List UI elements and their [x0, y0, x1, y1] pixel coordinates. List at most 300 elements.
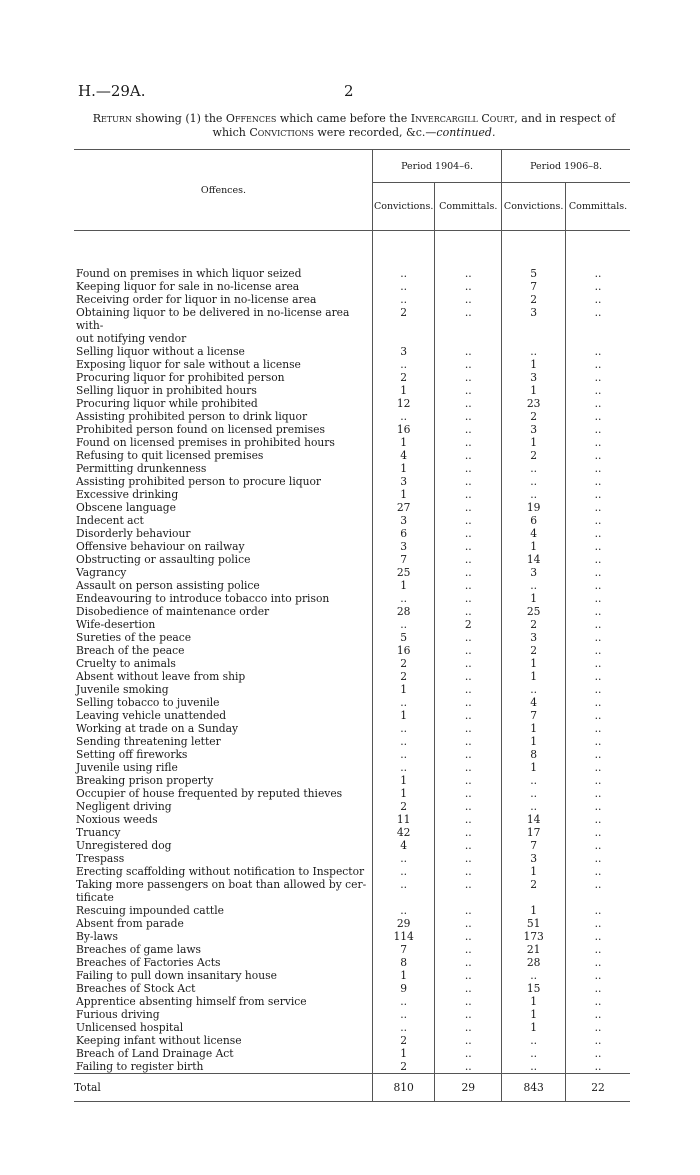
caption-text-2: which came before the — [276, 112, 411, 125]
p1-convictions-cell: .. — [400, 696, 408, 709]
p1-committals-cell: .. — [464, 761, 472, 774]
period-1-header: Period 1904–6. — [372, 150, 501, 183]
p1-convictions-cell: 2 — [400, 1060, 408, 1073]
p1-convictions-cell: .. — [400, 618, 408, 631]
table-row — [74, 345, 630, 358]
table-row — [74, 449, 630, 462]
p1-committals-cell: .. — [464, 1008, 472, 1021]
p1-convictions-cell: 1 — [400, 579, 408, 592]
table-row — [74, 1008, 630, 1021]
p1-convictions-cell: .. — [400, 280, 408, 293]
offence-name: Obtaining liquor to be delivered in no-license area with- — [76, 306, 350, 332]
table-row — [74, 995, 630, 1008]
p2-convictions-cell: 7 — [530, 280, 538, 293]
table-row — [74, 670, 630, 683]
p2-convictions-cell: 51 — [526, 917, 541, 930]
offence-name-continuation: tificate — [76, 891, 114, 904]
caption-text-4: were recorded, &c.— — [313, 126, 437, 139]
table-row — [74, 735, 630, 748]
offence-name: Occupier of house frequented by reputed thieves — [76, 787, 343, 800]
p2-convictions-cell: 1 — [530, 540, 538, 553]
p1-committals-cell: .. — [464, 358, 472, 371]
p2-convictions-cell: 1 — [530, 904, 538, 917]
p2-convictions-cell: 3 — [530, 852, 538, 865]
p1-committals-cell: .. — [464, 904, 472, 917]
p2-convictions-cell: .. — [530, 488, 538, 501]
p2-convictions-cell: .. — [530, 800, 538, 813]
offence-name: Keeping liquor for sale in no-license area — [76, 280, 300, 293]
p1-committals-cell: .. — [464, 579, 472, 592]
p2-convictions-cell: 1 — [530, 592, 538, 605]
total-p2-committals: 22 — [566, 1074, 630, 1102]
p2-committals-cell: .. — [594, 553, 602, 566]
p1-convictions-cell: 1 — [400, 787, 408, 800]
table-row — [74, 787, 630, 800]
p2-committals-cell: .. — [594, 1034, 602, 1047]
table-row — [74, 761, 630, 774]
caption-continued: continued. — [436, 126, 496, 139]
p1-committals-cell: .. — [464, 306, 472, 319]
offence-name: Breaches of game laws — [76, 943, 202, 956]
table-row — [74, 280, 630, 293]
table-row — [74, 930, 630, 943]
p2-committals-cell: .. — [594, 475, 602, 488]
p2-convictions-cell: 2 — [530, 410, 538, 423]
p2-convictions-cell: .. — [530, 1060, 538, 1073]
p1-committals-header: Committals. — [435, 183, 502, 231]
p1-committals-cell: .. — [464, 280, 472, 293]
p2-convictions-cell: 1 — [530, 358, 538, 371]
p1-committals-cell: .. — [464, 1021, 472, 1034]
p1-convictions-cell: 16 — [396, 423, 411, 436]
p1-committals-cell: .. — [464, 722, 472, 735]
p2-convictions-cell: .. — [530, 475, 538, 488]
p1-convictions-header: Convictions. — [372, 183, 434, 231]
p2-committals-cell: .. — [594, 436, 602, 449]
p1-convictions-cell: 25 — [396, 566, 411, 579]
p2-committals-cell: .. — [594, 969, 602, 982]
p1-convictions-cell: 1 — [400, 1047, 408, 1060]
offence-name: Erecting scaffolding without notification to Inspector — [76, 865, 365, 878]
offence-name: Breach of Land Drainage Act — [76, 1047, 234, 1060]
offence-name: Sending threatening letter — [76, 735, 221, 748]
p1-committals-cell: .. — [464, 566, 472, 579]
p2-convictions-cell: 1 — [530, 865, 538, 878]
p2-committals-cell: .. — [594, 605, 602, 618]
p1-convictions-cell: 5 — [400, 631, 408, 644]
p1-committals-cell: .. — [464, 592, 472, 605]
p2-convictions-cell: 28 — [526, 956, 541, 969]
p1-committals-cell: .. — [464, 995, 472, 1008]
table-row — [74, 904, 630, 917]
table-row — [74, 839, 630, 852]
p1-committals-cell: 2 — [464, 618, 472, 631]
offence-name: Sureties of the peace — [76, 631, 192, 644]
p2-convictions-cell: .. — [530, 1034, 538, 1047]
p2-committals-cell: .. — [594, 865, 602, 878]
offences-rows — [74, 231, 630, 1074]
page-number: 2 — [344, 82, 354, 100]
p1-committals-cell: .. — [464, 709, 472, 722]
p2-convictions-cell: 2 — [530, 449, 538, 462]
p1-convictions-cell: 1 — [400, 709, 408, 722]
p2-committals-cell: .. — [594, 657, 602, 670]
p2-committals-cell: .. — [594, 930, 602, 943]
p1-convictions-cell: .. — [400, 592, 408, 605]
table-row — [74, 358, 630, 371]
p1-committals-cell: .. — [464, 956, 472, 969]
table-row — [74, 982, 630, 995]
p2-committals-cell: .. — [594, 410, 602, 423]
offence-name: Trespass — [76, 852, 125, 865]
p1-convictions-cell: 7 — [400, 553, 408, 566]
p2-committals-cell: .. — [594, 852, 602, 865]
offence-name: Failing to pull down insanitary house — [76, 969, 277, 982]
p2-convictions-cell: .. — [530, 787, 538, 800]
p1-convictions-cell: .. — [400, 267, 408, 280]
p2-committals-cell: .. — [594, 449, 602, 462]
offence-name: Cruelty to animals — [76, 657, 176, 670]
caption-prefix: Return — [92, 112, 132, 125]
offence-name: Procuring liquor while prohibited — [76, 397, 258, 410]
p1-convictions-cell: 4 — [400, 839, 408, 852]
table-row — [74, 917, 630, 930]
offence-name: Furious driving — [76, 1008, 160, 1021]
offence-name: Exposing liquor for sale without a license — [76, 358, 301, 371]
offence-name: Obstructing or assaulting police — [76, 553, 251, 566]
period-2-header: Period 1906–8. — [502, 150, 630, 183]
table-row — [74, 722, 630, 735]
p1-committals-cell: .. — [464, 748, 472, 761]
p1-committals-cell: .. — [464, 865, 472, 878]
p1-convictions-cell: 11 — [396, 813, 411, 826]
offence-name: Rescuing impounded cattle — [76, 904, 224, 917]
table-row — [74, 605, 630, 618]
p1-committals-cell: .. — [464, 423, 472, 436]
p2-committals-cell: .. — [594, 722, 602, 735]
p1-convictions-cell: 42 — [396, 826, 411, 839]
table-row — [74, 683, 630, 696]
offence-name: Negligent driving — [76, 800, 172, 813]
offence-name: Selling liquor without a license — [76, 345, 245, 358]
p1-convictions-cell: .. — [400, 995, 408, 1008]
table-row — [74, 410, 630, 423]
caption-text-3: , and in respect of which — [212, 112, 616, 139]
table-row — [74, 231, 630, 281]
p1-convictions-cell: 2 — [400, 371, 408, 384]
p1-convictions-cell: 3 — [400, 540, 408, 553]
table-row — [74, 293, 630, 306]
p2-convictions-cell: .. — [530, 1047, 538, 1060]
p2-convictions-cell: 1 — [530, 670, 538, 683]
p2-convictions-cell: 2 — [530, 618, 538, 631]
p1-committals-cell: .. — [464, 371, 472, 384]
p2-convictions-cell: 15 — [526, 982, 541, 995]
p1-convictions-cell: 2 — [400, 657, 408, 670]
p1-committals-cell: .. — [464, 826, 472, 839]
offence-name: Juvenile using rifle — [76, 761, 178, 774]
p1-committals-cell: .. — [464, 488, 472, 501]
p2-committals-cell: .. — [594, 267, 602, 280]
p2-convictions-cell: 7 — [530, 839, 538, 852]
offence-name: Truancy — [76, 826, 121, 839]
p1-committals-cell: .. — [464, 670, 472, 683]
p1-committals-cell: .. — [464, 930, 472, 943]
p2-committals-cell: .. — [594, 501, 602, 514]
offence-name: Juvenile smoking — [76, 683, 169, 696]
p2-convictions-cell: 25 — [526, 605, 541, 618]
offence-name: Breach of the peace — [76, 644, 185, 657]
p1-convictions-cell: .. — [400, 293, 408, 306]
p2-convictions-cell: 17 — [526, 826, 541, 839]
total-row — [74, 1074, 630, 1102]
p1-convictions-cell: 1 — [400, 384, 408, 397]
table-row — [74, 527, 630, 540]
table-row — [74, 306, 630, 345]
offence-name: Failing to register birth — [76, 1060, 204, 1073]
caption-offences: Offences — [225, 112, 277, 125]
offence-name: Refusing to quit licensed premises — [76, 449, 264, 462]
p2-convictions-cell: 2 — [530, 293, 538, 306]
p1-convictions-cell: 2 — [400, 1034, 408, 1047]
p1-convictions-cell: 8 — [400, 956, 408, 969]
p2-convictions-cell: .. — [530, 462, 538, 475]
p2-committals-cell: .. — [594, 1021, 602, 1034]
offence-name: Permitting drunkenness — [76, 462, 207, 475]
p2-committals-cell: .. — [594, 618, 602, 631]
p2-convictions-cell: .. — [530, 345, 538, 358]
p2-convictions-cell: 3 — [530, 631, 538, 644]
p2-convictions-cell: 3 — [530, 423, 538, 436]
p1-committals-cell: .. — [464, 384, 472, 397]
document-code: H.—29A. — [78, 82, 146, 100]
p1-convictions-cell: .. — [400, 904, 408, 917]
caption-convictions: Convictions — [249, 126, 314, 139]
table-row — [74, 514, 630, 527]
p2-convictions-cell: 1 — [530, 1021, 538, 1034]
p1-convictions-cell: .. — [400, 748, 408, 761]
table-row — [74, 553, 630, 566]
p2-committals-cell: .. — [594, 514, 602, 527]
offence-name: Receiving order for liquor in no-license area — [76, 293, 317, 306]
table-row — [74, 592, 630, 605]
p1-convictions-cell: 114 — [393, 930, 414, 943]
p2-convictions-cell: 3 — [530, 371, 538, 384]
p2-convictions-cell: 1 — [530, 436, 538, 449]
total-label: Total — [74, 1074, 372, 1102]
offence-name: Prohibited person found on licensed premises — [76, 423, 325, 436]
offence-name: Vagrancy — [76, 566, 127, 579]
p2-committals-header: Committals. — [566, 183, 630, 231]
p1-committals-cell: .. — [464, 293, 472, 306]
p2-committals-cell: .. — [594, 1060, 602, 1073]
p2-committals-cell: .. — [594, 761, 602, 774]
offence-name: Wife-desertion — [76, 618, 156, 631]
p1-convictions-cell: .. — [400, 878, 408, 891]
p1-convictions-cell: .. — [400, 761, 408, 774]
offence-name: Unregistered dog — [76, 839, 172, 852]
p1-committals-cell: .. — [464, 852, 472, 865]
offence-name: Found on licensed premises in prohibited hours — [76, 436, 335, 449]
p2-committals-cell: .. — [594, 358, 602, 371]
p1-convictions-cell: 1 — [400, 683, 408, 696]
p2-committals-cell: .. — [594, 904, 602, 917]
p2-convictions-cell: .. — [530, 774, 538, 787]
p2-convictions-cell: 1 — [530, 657, 538, 670]
p1-committals-cell: .. — [464, 943, 472, 956]
offence-name: Noxious weeds — [76, 813, 158, 826]
p2-convictions-cell: 1 — [530, 761, 538, 774]
offence-name: Assault on person assisting police — [76, 579, 260, 592]
offence-name: Working at trade on a Sunday — [76, 722, 239, 735]
table-row — [74, 1034, 630, 1047]
table-row — [74, 813, 630, 826]
p2-convictions-cell: .. — [530, 969, 538, 982]
offence-name: Offensive behaviour on railway — [76, 540, 245, 553]
p2-convictions-cell: 4 — [530, 696, 538, 709]
p1-committals-cell: .. — [464, 657, 472, 670]
p1-committals-cell: .. — [464, 397, 472, 410]
p1-convictions-cell: 12 — [396, 397, 411, 410]
p2-committals-cell: .. — [594, 371, 602, 384]
table-row — [74, 943, 630, 956]
p1-committals-cell: .. — [464, 527, 472, 540]
p1-committals-cell: .. — [464, 410, 472, 423]
p2-convictions-cell: 21 — [526, 943, 541, 956]
p2-committals-cell: .. — [594, 540, 602, 553]
p2-convictions-cell: 1 — [530, 735, 538, 748]
total-p1-convictions: 810 — [372, 1074, 434, 1102]
p1-committals-cell: .. — [464, 878, 472, 891]
p2-convictions-cell: 5 — [530, 267, 538, 280]
p2-convictions-cell: .. — [530, 579, 538, 592]
p1-convictions-cell: 1 — [400, 462, 408, 475]
offence-name: Breaking prison property — [76, 774, 214, 787]
offence-name: Disorderly behaviour — [76, 527, 191, 540]
table-row — [74, 826, 630, 839]
p2-committals-cell: .. — [594, 306, 602, 319]
p1-committals-cell: .. — [464, 969, 472, 982]
p1-committals-cell: .. — [464, 267, 472, 280]
p1-committals-cell: .. — [464, 462, 472, 475]
offence-name: Breaches of Stock Act — [76, 982, 196, 995]
p2-committals-cell: .. — [594, 579, 602, 592]
p2-convictions-cell: 8 — [530, 748, 538, 761]
p1-convictions-cell: 27 — [396, 501, 411, 514]
caption-text-1: showing (1) the — [131, 112, 226, 125]
table-row — [74, 1047, 630, 1060]
p2-convictions-cell: 1 — [530, 384, 538, 397]
p2-committals-cell: .. — [594, 696, 602, 709]
p2-committals-cell: .. — [594, 1008, 602, 1021]
table-row — [74, 371, 630, 384]
offence-name: By-laws — [76, 930, 118, 943]
p2-committals-cell: .. — [594, 566, 602, 579]
p2-committals-cell: .. — [594, 384, 602, 397]
table-row — [74, 748, 630, 761]
p1-committals-cell: .. — [464, 514, 472, 527]
p1-committals-cell: .. — [464, 1034, 472, 1047]
p1-convictions-cell: .. — [400, 1008, 408, 1021]
p2-committals-cell: .. — [594, 943, 602, 956]
p2-committals-cell: .. — [594, 800, 602, 813]
p1-committals-cell: .. — [464, 839, 472, 852]
p2-committals-cell: .. — [594, 826, 602, 839]
p1-committals-cell: .. — [464, 683, 472, 696]
offence-name: Endeavouring to introduce tobacco into prison — [76, 592, 330, 605]
p1-convictions-cell: .. — [400, 735, 408, 748]
p1-convictions-cell: 29 — [396, 917, 411, 930]
caption-court: Invercargill Court — [410, 112, 515, 125]
offence-name: Found on premises in which liquor seized — [76, 267, 302, 280]
p1-convictions-cell: 28 — [396, 605, 411, 618]
p2-committals-cell: .. — [594, 488, 602, 501]
p2-committals-cell: .. — [594, 293, 602, 306]
p1-convictions-cell: .. — [400, 410, 408, 423]
p1-committals-cell: .. — [464, 436, 472, 449]
p1-committals-cell: .. — [464, 605, 472, 618]
p1-committals-cell: .. — [464, 644, 472, 657]
p2-convictions-cell: 2 — [530, 644, 538, 657]
p2-committals-cell: .. — [594, 1047, 602, 1060]
p2-committals-cell: .. — [594, 527, 602, 540]
p1-committals-cell: .. — [464, 475, 472, 488]
offence-name: Assisting prohibited person to procure liquor — [76, 475, 322, 488]
offence-name-continuation: out notifying vendor — [76, 332, 187, 345]
total-p1-committals: 29 — [435, 1074, 502, 1102]
p2-convictions-cell: 4 — [530, 527, 538, 540]
p1-committals-cell: .. — [464, 1047, 472, 1060]
table-row — [74, 956, 630, 969]
offences-table — [74, 149, 630, 1102]
table-row — [74, 501, 630, 514]
p2-committals-cell: .. — [594, 397, 602, 410]
p2-convictions-header: Convictions. — [502, 183, 566, 231]
table-row — [74, 579, 630, 592]
table-row — [74, 852, 630, 865]
p2-committals-cell: .. — [594, 670, 602, 683]
table-row — [74, 436, 630, 449]
p1-committals-cell: .. — [464, 631, 472, 644]
table-row — [74, 631, 630, 644]
p2-committals-cell: .. — [594, 709, 602, 722]
p2-committals-cell: .. — [594, 462, 602, 475]
p2-convictions-cell: 2 — [530, 878, 538, 891]
offence-name: Breaches of Factories Acts — [76, 956, 221, 969]
p2-committals-cell: .. — [594, 787, 602, 800]
p2-convictions-cell: 3 — [530, 306, 538, 319]
offence-name: Selling liquor in prohibited hours — [76, 384, 257, 397]
table-row — [74, 865, 630, 878]
p1-convictions-cell: 1 — [400, 488, 408, 501]
p1-committals-cell: .. — [464, 774, 472, 787]
p2-committals-cell: .. — [594, 813, 602, 826]
p2-committals-cell: .. — [594, 735, 602, 748]
offence-name: Disobedience of maintenance order — [76, 605, 270, 618]
p2-committals-cell: .. — [594, 280, 602, 293]
table-row — [74, 644, 630, 657]
p2-convictions-cell: 3 — [530, 566, 538, 579]
table-row — [74, 969, 630, 982]
table-row — [74, 384, 630, 397]
offence-name: Selling tobacco to juvenile — [76, 696, 220, 709]
p1-committals-cell: .. — [464, 553, 472, 566]
offence-name: Indecent act — [76, 514, 144, 527]
p2-convictions-cell: 1 — [530, 995, 538, 1008]
p1-committals-cell: .. — [464, 449, 472, 462]
p1-convictions-cell: 3 — [400, 475, 408, 488]
p2-committals-cell: .. — [594, 683, 602, 696]
